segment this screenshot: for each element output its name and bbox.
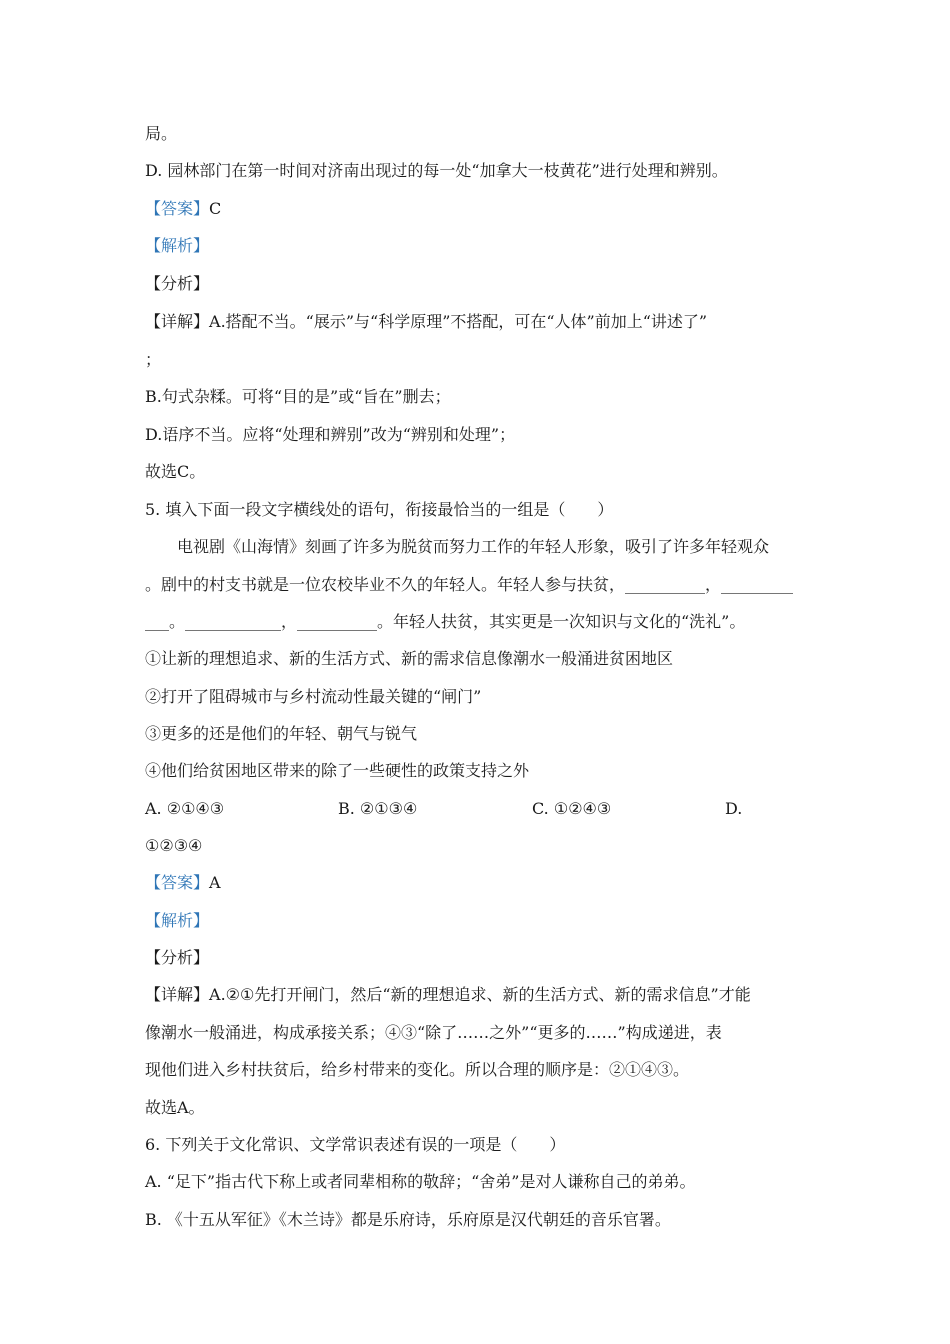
q5-passage-line: ___。____________，__________。年轻人扶贫，其实更是一次知识与文化的“洗礼”。 <box>145 612 746 631</box>
q4-option-d: D. 园林部门在第一时间对济南出现过的每一处“加拿大一枝黄花”进行处理和辨别。 <box>145 161 728 180</box>
q4-answer <box>145 199 221 221</box>
answer-tag: 【答案】 <box>145 873 210 892</box>
q5-detail <box>145 985 751 1007</box>
detail-text: B.句式杂糅。可将“目的是”或“旨在”删去； <box>145 387 451 406</box>
detail-text: A.搭配不当。“展示”与“科学原理”不搭配，可在“人体”前加上“讲述了” <box>209 312 708 331</box>
q5-passage-line: 。剧中的村支书就是一位农校毕业不久的年轻人。年轻人参与扶贫，__________，_________ <box>145 575 794 594</box>
q6-option-b: B. 《十五从军征》《木兰诗》都是乐府诗，乐府原是汉代朝廷的音乐官署。 <box>145 1210 671 1229</box>
detail-text: 现他们进入乡村扶贫后，给乡村带来的变化。所以合理的顺序是：②①④③。 <box>145 1060 690 1079</box>
q5-item: ③更多的还是他们的年轻、朝气与锐气 <box>145 724 418 743</box>
conclusion: 故选C。 <box>145 462 206 481</box>
detail-text: A.②①先打开闸门，然后“新的理想追求、新的生活方式、新的需求信息”才能 <box>209 985 751 1004</box>
answer-tag: 【答案】 <box>145 199 210 218</box>
q5-passage-line: 电视剧《山海情》刻画了许多为脱贫而努力工作的年轻人形象，吸引了许多年轻观众 <box>177 537 770 556</box>
text-line: 局。 <box>145 124 178 143</box>
q4-detail <box>145 312 707 334</box>
detail-tag: 【详解】 <box>145 312 210 331</box>
q5-item: ①让新的理想追求、新的生活方式、新的需求信息像潮水一般涌进贫困地区 <box>145 649 674 668</box>
q5-option-d: D. <box>725 799 743 818</box>
q5-stem: 5. 填入下面一段文字横线处的语句，衔接最恰当的一组是（ ） <box>145 500 614 519</box>
fenxi-tag: 【分析】 <box>145 948 210 967</box>
detail-text: D.语序不当。应将“处理和辨别”改为“辨别和处理”； <box>145 425 516 444</box>
q6-option-a: A. “足下”指古代下称上或者同辈相称的敬辞；“舍弟”是对人谦称自己的弟弟。 <box>145 1172 696 1191</box>
q5-option-a: A. ②①④③ <box>145 799 225 818</box>
q5-option-b: B. ②①③④ <box>338 799 418 818</box>
detail-text: ； <box>145 350 162 369</box>
q5-item: ④他们给贫困地区带来的除了一些硬性的政策支持之外 <box>145 761 530 780</box>
q5-item: ②打开了阻碍城市与乡村流动性最关键的“闸门” <box>145 687 482 706</box>
conclusion: 故选A。 <box>145 1098 205 1117</box>
q5-option-d-value: ①②③④ <box>145 836 203 855</box>
detail-text: 像潮水一般涌进，构成承接关系；④③“除了……之外”“更多的……”构成递进，表 <box>145 1023 722 1042</box>
answer-value: C <box>209 199 222 218</box>
q5-answer <box>145 873 221 895</box>
fenxi-tag: 【分析】 <box>145 274 210 293</box>
analysis-tag: 【解析】 <box>145 236 210 255</box>
q6-stem: 6. 下列关于文化常识、文学常识表述有误的一项是（ ） <box>145 1135 566 1154</box>
analysis-tag: 【解析】 <box>145 911 210 930</box>
detail-tag: 【详解】 <box>145 985 210 1004</box>
q5-option-c: C. ①②④③ <box>532 799 612 818</box>
answer-value: A <box>209 873 221 892</box>
